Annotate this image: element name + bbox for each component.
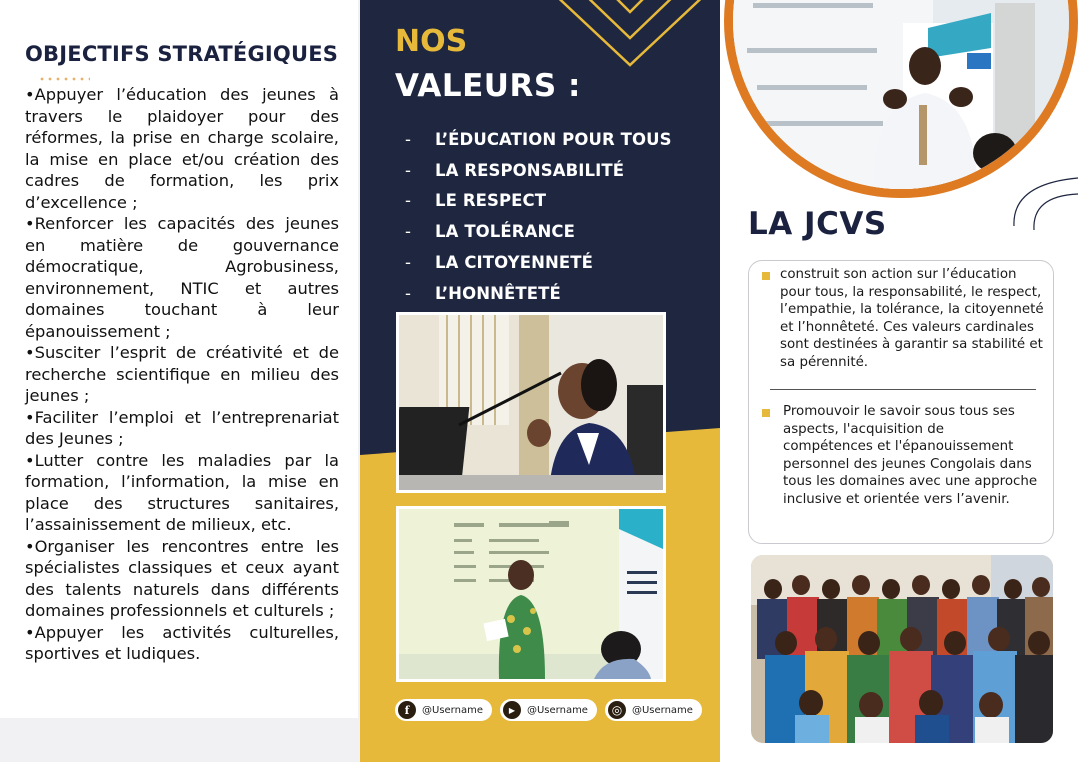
youtube-icon: ▶	[503, 701, 521, 719]
objectives-panel	[0, 0, 360, 762]
objective-item: •Lutter contre les maladies par la formation, l’information, la mise en place des structures sanitaires, l’assainissement de milieux, etc.	[25, 450, 339, 534]
values-panel	[360, 0, 720, 762]
jcvs-paragraph-mission: Promouvoir le savoir sous tous ses aspects, l'acquisition de compétences et l'épanouissement personnel des jeunes Congolais dans tous les domaines avec une approche inclusive et orientée vers l’avenir.	[783, 404, 1038, 507]
jcvs-info-box	[748, 260, 1054, 544]
speaker-circle-photo	[724, 0, 1078, 198]
value-item	[405, 278, 672, 309]
objective-item: •Appuyer les activités culturelles, sportives et ludiques.	[25, 622, 339, 663]
facebook-icon: f	[398, 701, 416, 719]
objective-item: •Susciter l’esprit de créativité et de recherche scientifique en milieu des jeunes ;	[25, 343, 339, 405]
objectives-card	[0, 0, 358, 718]
divider	[770, 389, 1036, 390]
dash-marker: -	[405, 283, 412, 303]
dash-marker: -	[405, 253, 412, 273]
objectives-title: OBJECTIFS STRATÉGIQUES	[25, 42, 339, 66]
values-heading-line1: NOS	[395, 24, 468, 59]
objective-item: •Renforcer les capacités des jeunes en matière de gouvernance démocratique, Agrobusiness, environnement, NTIC et autres domaines touchant à leur épanouissement ;	[25, 214, 339, 341]
value-item	[405, 247, 672, 278]
dash-marker: -	[405, 222, 412, 242]
values-heading-line2: VALEURS :	[395, 68, 581, 104]
value-label: LA CITOYENNETÉ	[435, 253, 594, 273]
objective-item: •Faciliter l’emploi et l’entreprenariat des Jeunes ;	[25, 407, 339, 448]
value-label: LA TOLÉRANCE	[435, 222, 575, 242]
instagram-link[interactable]	[605, 699, 702, 721]
instagram-username: @Username	[631, 704, 693, 716]
bullet-square-icon	[762, 409, 770, 417]
youtube-username: @Username	[526, 704, 588, 716]
facebook-link[interactable]	[395, 699, 492, 721]
objectives-list	[25, 84, 339, 665]
group-photo	[751, 555, 1053, 743]
jcvs-title: LA JCVS	[748, 206, 887, 242]
presenter-photo	[396, 506, 666, 682]
jcvs-panel	[720, 0, 1080, 762]
value-item	[405, 155, 672, 186]
value-label: L’ÉDUCATION POUR TOUS	[435, 129, 672, 149]
values-list	[405, 124, 672, 309]
value-item	[405, 216, 672, 247]
value-item	[405, 186, 672, 217]
bullet-square-icon	[762, 272, 770, 280]
facebook-username: @Username	[422, 704, 483, 716]
decorative-arc-icon	[1008, 176, 1080, 232]
decorative-dots	[38, 76, 90, 82]
speaker-photo	[396, 312, 666, 493]
objective-item: •Organiser les rencontres entre les spécialistes classiques et ceux ayant des talents naturels dans différents domaines professionnels et culturels ;	[25, 536, 339, 620]
value-label: L’HONNÊTETÉ	[435, 283, 561, 303]
dash-marker: -	[405, 160, 412, 180]
instagram-icon: ◎	[608, 701, 626, 719]
value-label: LE RESPECT	[435, 191, 547, 211]
value-label: LA RESPONSABILITÉ	[435, 160, 625, 180]
jcvs-paragraph-values: construit son action sur l’éducation pour tous, la responsabilité, le respect, l’empathie, la tolérance, la citoyenneté et l’honnêteté. Ces valeurs cardinales sont destinées à garantir sa stabilité et sa pérennité.	[780, 267, 1044, 370]
social-links	[395, 699, 702, 721]
objective-item: •Appuyer l’éducation des jeunes à travers le plaidoyer pour des réformes, la prise en charge scolaire, la mise en place et/ou création des cadres de formation, les prix d’excellence ;	[25, 85, 339, 212]
youtube-link[interactable]	[500, 699, 597, 721]
dash-marker: -	[405, 129, 412, 149]
dash-marker: -	[405, 191, 412, 211]
value-item	[405, 124, 672, 155]
